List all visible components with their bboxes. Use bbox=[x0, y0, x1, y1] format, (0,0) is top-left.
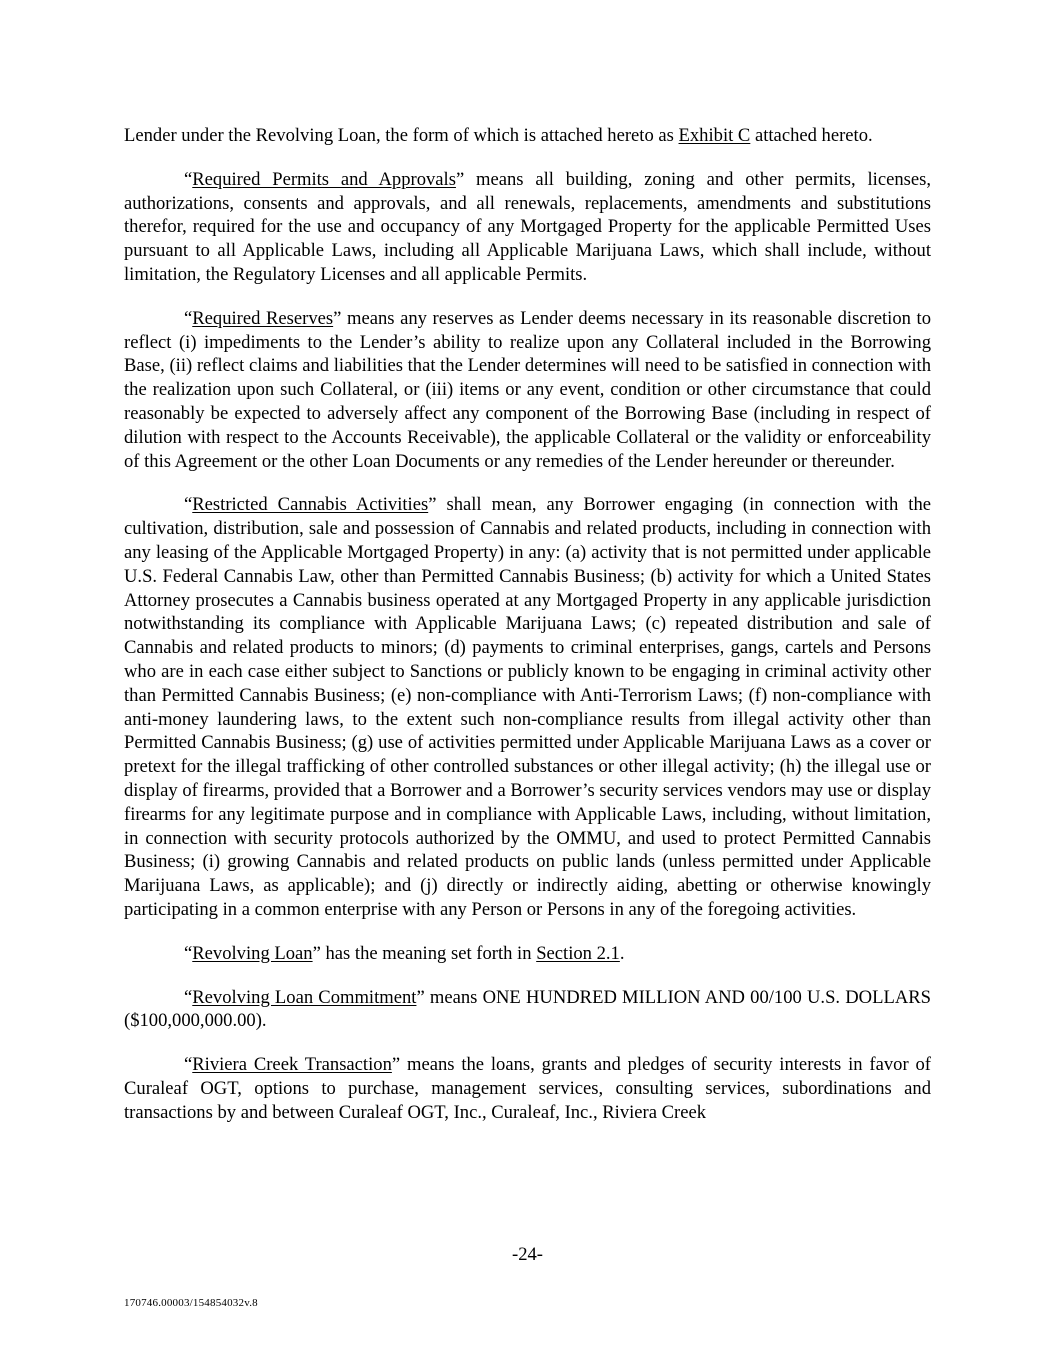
definition-text: ” means the loans, grants and pledges of security interests in favor of Curaleaf OGT, options to purchase, management services, consulting services, subordinations and transactions by and between Curaleaf OGT, Inc., Curaleaf, Inc., Riviera Creek bbox=[124, 1054, 931, 1123]
paragraph-text: attached hereto. bbox=[750, 125, 873, 146]
definition-text: ” means ONE HUNDRED MILLION AND 00/100 U.S. DOLLARS ($100,000,000.00). bbox=[124, 986, 931, 1032]
open-quote: “ bbox=[184, 307, 193, 329]
page-number: -24- bbox=[512, 1244, 543, 1265]
defined-term: Revolving Loan Commitment bbox=[192, 986, 417, 1008]
paragraph-text: Lender under the Revolving Loan, the form of which is attached hereto as bbox=[124, 125, 679, 146]
definition-text: ” shall mean, any Borrower engaging (in connection with the cultivation, distribution, sale and possession of Cannabis and related products, including in connection with any leasing of the Applicable Mortgaged Property) in any: (a) activity that is not permitted under applicable U.S. Federal Cannabis Law, other than Permitted Cannabis Business; (b) activity for which a United States Attorney prosecutes a Cannabis business operated at any Mortgaged Property in any applicable jurisdiction notwithstanding its compliance with Applicable Marijuana Laws; (c) repeated distribution and sale of Cannabis and related products to minors; (d) payments to criminal enterprises, gangs, cartels and Persons who are in each case either subject to Sanctions or publicly known to be engaging in criminal activity other than Permitted Cannabis Business; (e) non-compliance with Anti-Terrorism Laws; (f) non-compliance with anti-money laundering laws, to the extent such non-compliance results from illegal activity other than Permitted Cannabis Business; (g) use of activities permitted under Applicable Marijuana Laws as a cover or pretext for the illegal trafficking of other controlled substances or other illegal activity; (h) the illegal use or display of firearms, provided that a Borrower and a Borrower’s security services vendors may use or display firearms for any legitimate purpose and in compliance with Applicable Laws, including, without limitation, in connection with security protocols authorized by the OMMU, and used to protect Permitted Cannabis Business; (i) growing Cannabis and related products on public lands (unless permitted under Applicable Marijuana Laws, as applicable); and (j) directly or indirectly aiding, abetting or otherwise knowingly participating in a common enterprise with any Person or Persons in any of the foregoing activities. bbox=[124, 494, 931, 920]
open-quote: “ bbox=[184, 1054, 193, 1076]
defined-term: Revolving Loan bbox=[192, 942, 313, 964]
defined-term: Required Permits and Approvals bbox=[192, 168, 456, 190]
document-id: 170746.00003/154854032v.8 bbox=[124, 1297, 258, 1309]
open-quote: “ bbox=[184, 168, 193, 190]
section-2-1-reference: Section 2.1 bbox=[536, 942, 620, 964]
exhibit-c-reference: Exhibit C bbox=[678, 125, 751, 146]
paragraph-continuation bbox=[124, 124, 931, 148]
defined-term: Required Reserves bbox=[192, 307, 334, 329]
definition-restricted-cannabis-activities bbox=[124, 493, 931, 921]
open-quote: “ bbox=[184, 494, 193, 516]
defined-term: Restricted Cannabis Activities bbox=[192, 494, 429, 516]
definition-required-permits bbox=[124, 168, 931, 287]
definition-text: ” means any reserves as Lender deems necessary in its reasonable discretion to reflect (i) impediments to the Lender’s ability to realize upon any Collateral included in the Borrowing Base, (ii) reflect claims and liabilities that the Lender determines will need to be satisfied in connection with the realization upon such Collateral, or (iii) items or any event, condition or other circumstance that could reasonably be expected to adversely affect any component of the Borrowing Base (including in respect of dilution with respect to the Accounts Receivable), the applicable Collateral or the validity or enforceability of this Agreement or the other Loan Documents or any remedies of the Lender hereunder or thereunder. bbox=[124, 307, 931, 472]
definition-required-reserves bbox=[124, 307, 931, 474]
definition-revolving-loan-commitment bbox=[124, 986, 931, 1034]
definition-revolving-loan bbox=[124, 942, 931, 966]
open-quote: “ bbox=[184, 986, 193, 1008]
open-quote: “ bbox=[184, 942, 193, 964]
definition-end: . bbox=[619, 942, 625, 964]
definition-riviera-creek-transaction bbox=[124, 1053, 931, 1124]
document-page bbox=[124, 124, 931, 1144]
definition-text: ” has the meaning set forth in bbox=[312, 942, 537, 964]
defined-term: Riviera Creek Transaction bbox=[192, 1054, 392, 1076]
definition-text: ” means all building, zoning and other permits, licenses, authorizations, consents and approvals, and all renewals, replacements, amendments and substitutions therefor, required for the use and occupancy of any Mortgaged Property for the applicable Permitted Uses pursuant to all Applicable Laws, including all Applicable Marijuana Laws, which shall include, without limitation, the Regulatory Licenses and all applicable Permits. bbox=[124, 168, 931, 285]
